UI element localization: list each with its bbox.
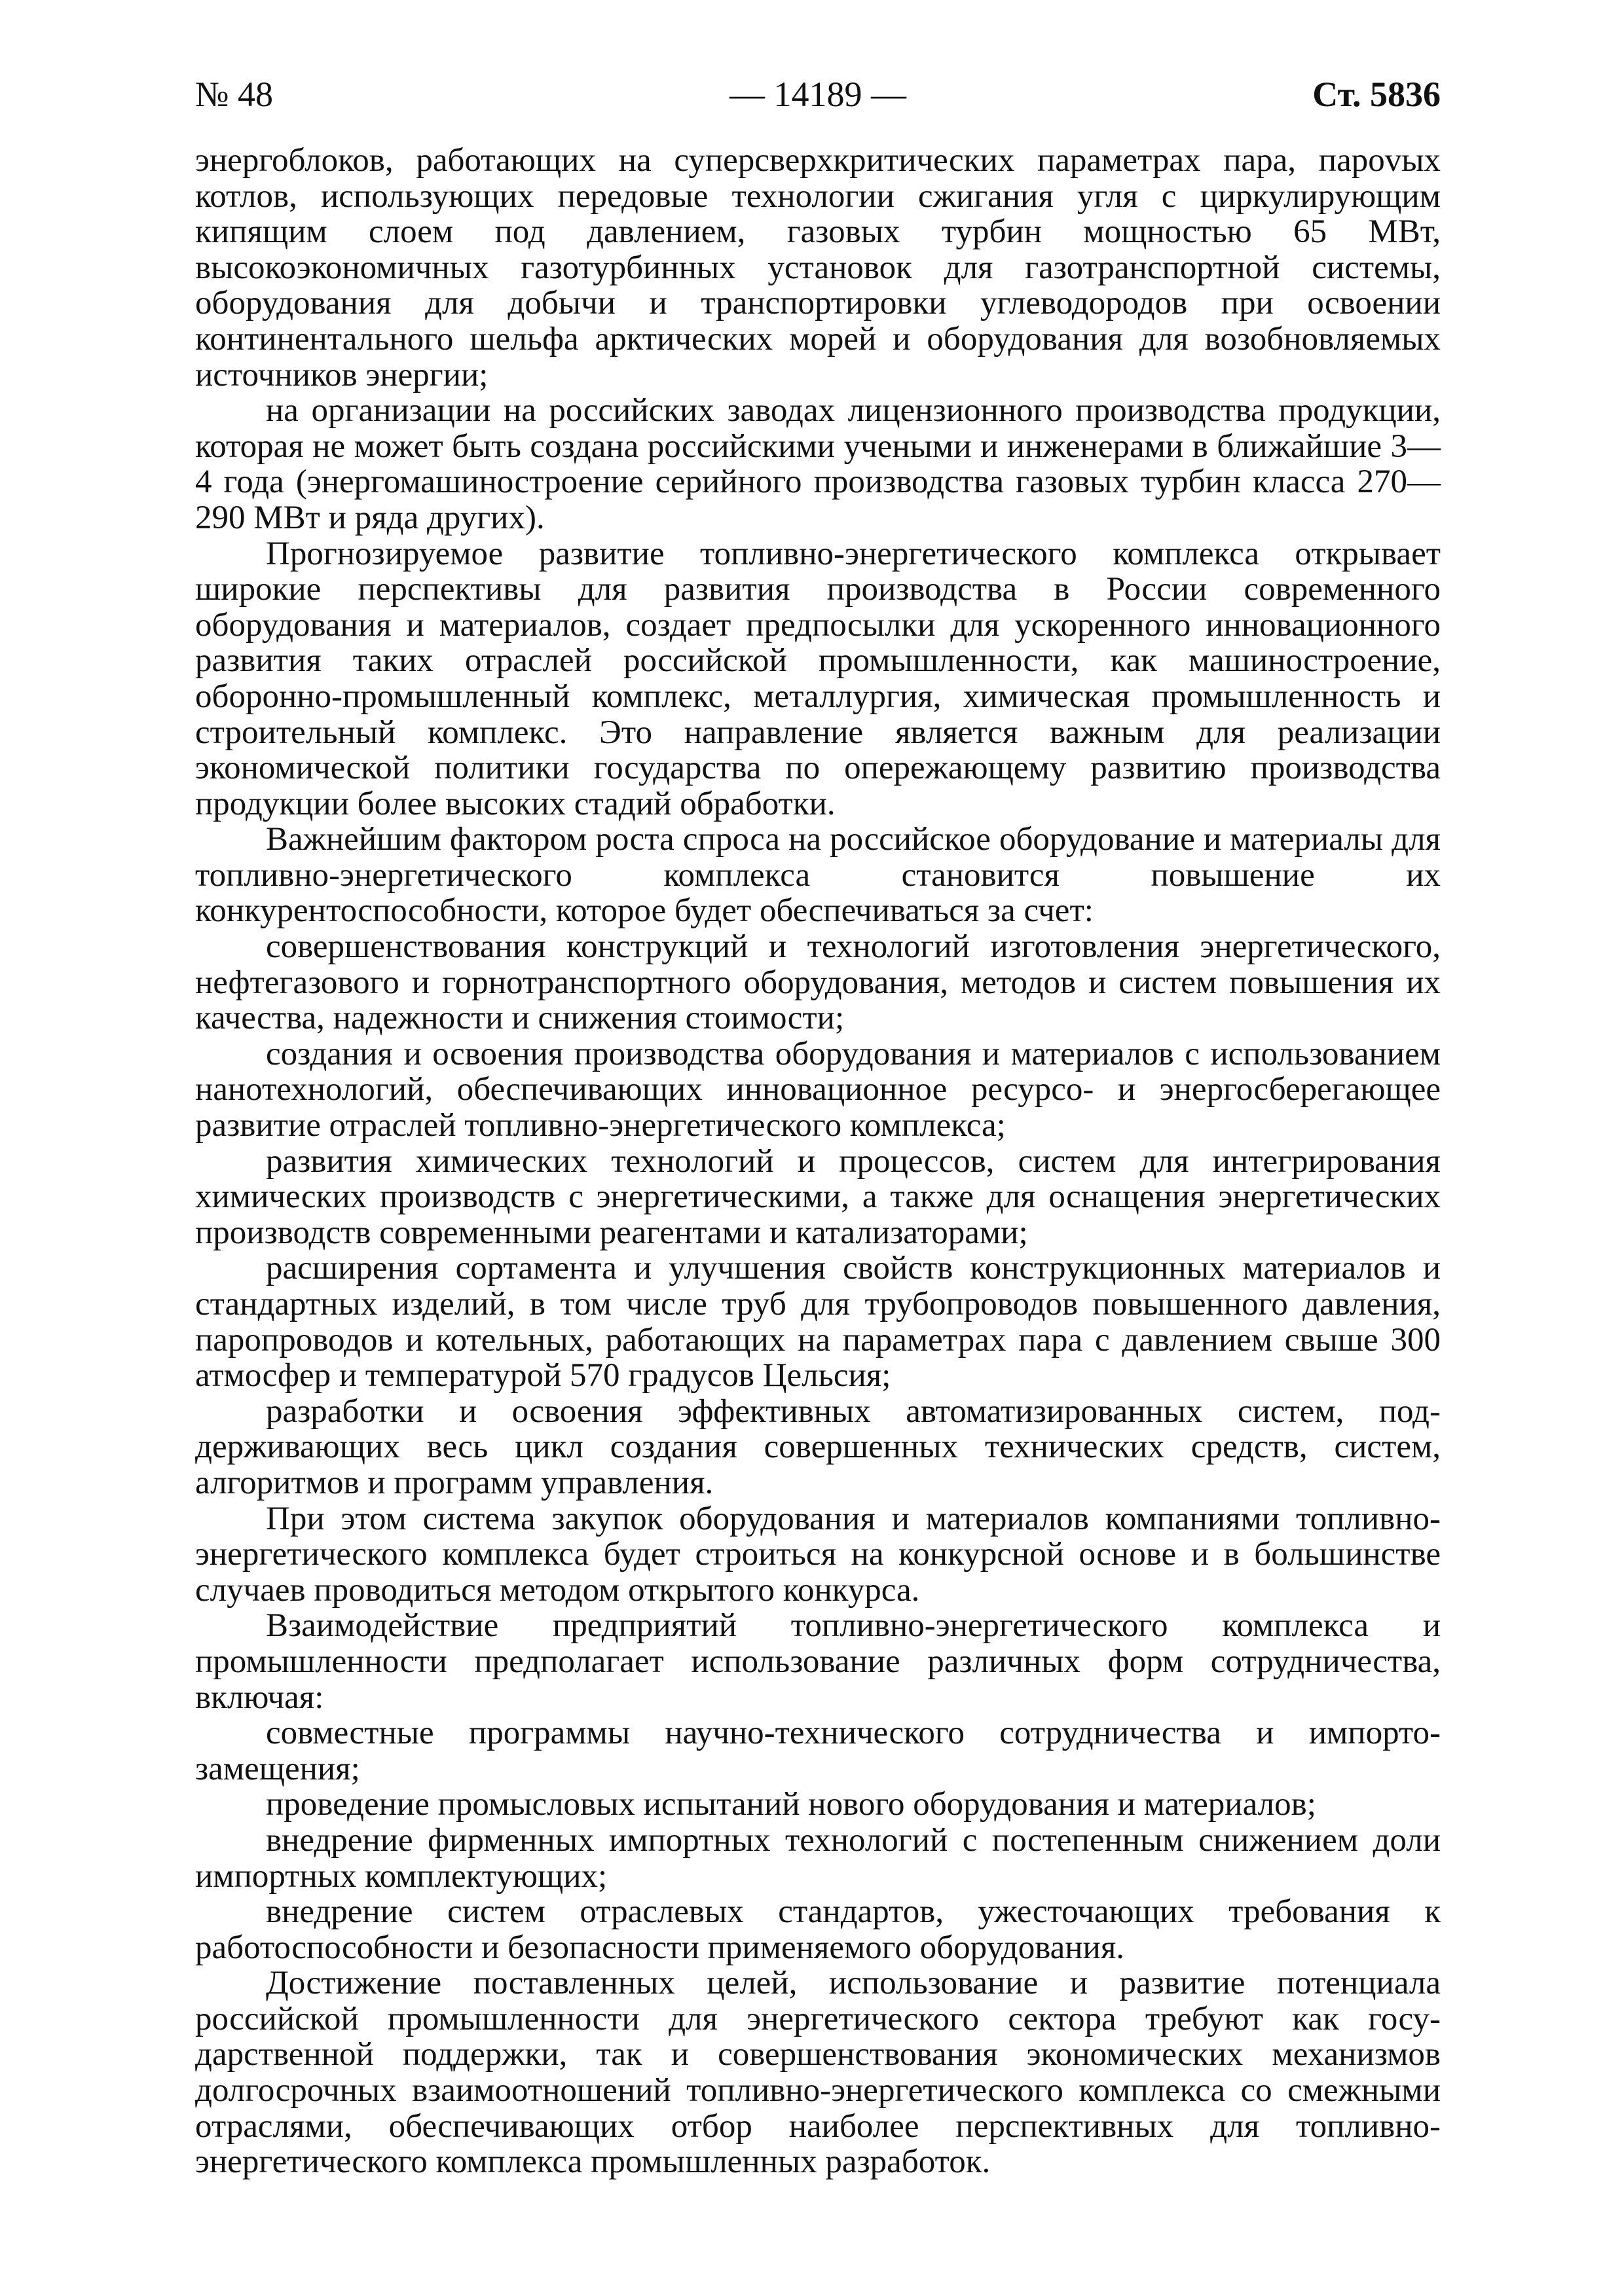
page-header bbox=[195, 68, 1441, 120]
list-item: расширения сортамента и улучшения свойств конструкционных материалов и стандартных изделий, в том числе труб для трубопроводов повышенного давления, паропроводов и котельных, работающих на параметрах пара с давлением свыше 300 атмосфер и температурой 570 градусов Цельсия; bbox=[195, 1250, 1441, 1394]
paragraph-continued: энергоблоков, работающих на суперсверхкритических параметрах пара, пароvых котлов, использующих передовые технологии сжигания угля с циркулирующим кипящим слоем под давлением, газовых турбин мощностью 65 МВт, высокоэкономичных газотурбинных установок для газотранспортной системы, оборудования для добычи и транспортировки углеводородов при освоении континентального шельфа арктических морей и оборудования для возобновляемых источников энергии; bbox=[195, 142, 1441, 393]
list-item: развития химических технологий и процессов, систем для интегрирования химических производств с энергетическими, а также для оснащения энергетических производств современными реагентами и катализаторами; bbox=[195, 1142, 1441, 1251]
paragraph: Взаимодействие предприятий топливно-энергетического комплекса и промышленности предполагает использование различных форм сотрудничества, включая: bbox=[195, 1607, 1441, 1716]
document-body bbox=[195, 143, 1441, 2180]
list-item: проведение промысловых испытаний нового оборудования и материалов; bbox=[266, 1786, 1316, 1823]
paragraph: на организации на российских заводах лицензионного производства продукции, которая не может быть создана российскими учеными и инженерами в ближайшие 3—4 года (энергомашиностроение серийного производства газовых турбин класса 270—290 МВт и ряда других). bbox=[195, 392, 1441, 536]
paragraph: Важнейшим фактором роста спроса на российское оборудование и материалы для топливно-энергетического комплекса становится повышение их конкурентоспособности, которое будет обеспечиваться за счет: bbox=[195, 821, 1441, 930]
list-item: создания и освоения производства оборудования и материалов с использованием нанотехнологий, обеспечивающих инновационное ресурсо- и энергосберегающее развитие отраслей топливно-энергетического комплекса; bbox=[195, 1035, 1441, 1144]
list-item: совместные программы научно-технического сотрудничества и импортозамещения; bbox=[195, 1715, 1441, 1787]
paragraph: Достижение поставленных целей, использование и развитие потенциала российской промышленности для энергетического сектора требуют как государственной поддержки, так и совершенствования экономических механизмов долгосрочных взаимоотношений топливно-энергетического комплекса со смежными отраслями, обеспечивающих отбор наиболее перспективных для топливно-энергетического комплекса промышленных разработок. bbox=[195, 1965, 1441, 2181]
list-item: разработки и освоения эффективных автоматизированных систем, поддерживающих весь цикл создания совершенных технических средств, систем, алгоритмов и программ управления. bbox=[195, 1393, 1441, 1501]
page-number: — 14189 — bbox=[729, 75, 906, 114]
issue-number: № 48 bbox=[195, 75, 274, 114]
list-item: совершенствования конструкций и технологий изготовления энергетического, нефтегазового и горнотранспортного оборудования, методов и систем повышения их качества, надежности и снижения стоимости; bbox=[195, 928, 1441, 1037]
paragraph: При этом система закупок оборудования и материалов компаниями топливно-энергетического комплекса будет строиться на конкурсной основе и в большинстве случаев проводиться методом открытого конкурса. bbox=[195, 1500, 1441, 1609]
list-item: внедрение систем отраслевых стандартов, ужесточающих требования к работоспособности и безопасности применяемого оборудования. bbox=[195, 1893, 1441, 1966]
article-number: Ст. 5836 bbox=[1312, 75, 1441, 114]
list-item: внедрение фирменных импортных технологий с постепенным снижением доли импортных комплектующих; bbox=[195, 1821, 1441, 1895]
paragraph: Прогнозируемое развитие топливно-энергетического комплекса открывает широкие перспективы для развития производства в России современного оборудования и материалов, создает предпосылки для ускоренного инновационного развития таких отраслей российской промышленности, как машиностроение, оборонно-промышленный комплекс, металлургия, химическая промышленность и строительный комплекс. Это направление является важным для реализации экономической политики государства по опережающему развитию производства продукции более высоких стадий обработки. bbox=[195, 535, 1441, 822]
